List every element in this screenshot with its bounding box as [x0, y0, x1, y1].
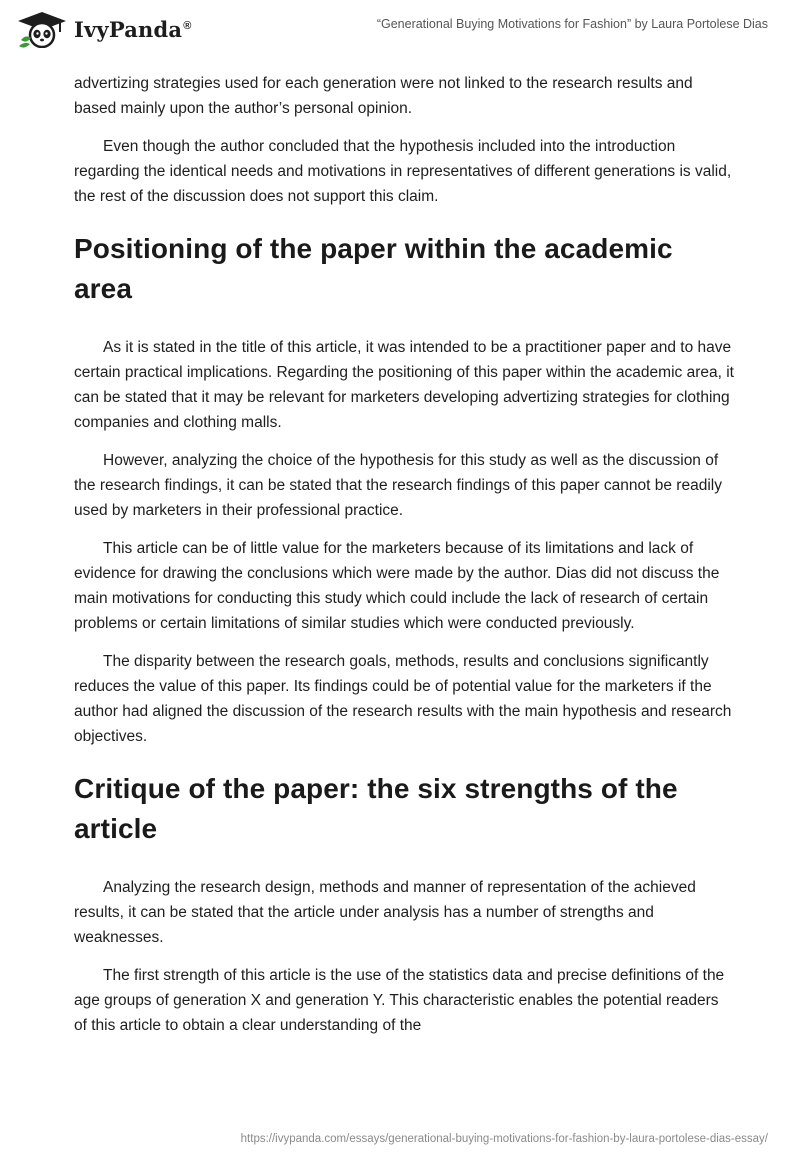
- panda-graduate-icon: [16, 10, 68, 48]
- essay-body: [74, 71, 734, 1051]
- paragraph: However, analyzing the choice of the hypothesis for this study as well as the discussion of the research findings, it can be stated that the research findings of this paper cannot be readily used by marketers in their professional practice.: [74, 452, 722, 519]
- paragraph: advertizing strategies used for each generation were not linked to the research results and based mainly upon the author’s personal opinion.: [74, 75, 693, 117]
- paragraph: The first strength of this article is the use of the statistics data and precise definitions of the age groups of generation X and generation Y. This characteristic enables the potential readers of this article to obtain a clear understanding of the: [74, 967, 725, 1034]
- logo-text: IvyPanda®: [74, 16, 192, 42]
- logo[interactable]: [16, 10, 192, 48]
- section-heading: Positioning of the paper within the academic area: [74, 233, 673, 304]
- paragraph: Even though the author concluded that the hypothesis included into the introduction regarding the identical needs and motivations in representatives of different generations is valid, the rest of the discussion does not support this claim.: [74, 138, 732, 205]
- page-header: [0, 0, 800, 70]
- section-heading: Critique of the paper: the six strengths of the article: [74, 773, 678, 844]
- paragraph: This article can be of little value for the marketers because of its limitations and lack of evidence for drawing the conclusions which were made by the author. Dias did not discuss the main motivations for conducting this study which could include the lack of research of certain problems or certain limitations of similar studies which were conducted previously.: [74, 540, 720, 632]
- paragraph: The disparity between the research goals, methods, results and conclusions significantly reduces the value of this paper. Its findings could be of potential value for the marketers if the author had aligned the discussion of the research results with the main hypothesis and research objectives.: [74, 653, 732, 745]
- source-url[interactable]: https://ivypanda.com/essays/generational-buying-motivations-for-fashion-by-laura-portolese-dias-essay/: [240, 1133, 768, 1145]
- paragraph: As it is stated in the title of this article, it was intended to be a practitioner paper and to have certain practical implications. Regarding the positioning of this paper within the academic area, it can be stated that it may be relevant for marketers developing advertizing strategies for clothing companies and clothing malls.: [74, 339, 734, 431]
- paragraph: Analyzing the research design, methods and manner of representation of the achieved results, it can be stated that the article under analysis has a number of strengths and weaknesses.: [74, 879, 696, 946]
- document-title: “Generational Buying Motivations for Fashion” by Laura Portolese Dias: [376, 17, 768, 31]
